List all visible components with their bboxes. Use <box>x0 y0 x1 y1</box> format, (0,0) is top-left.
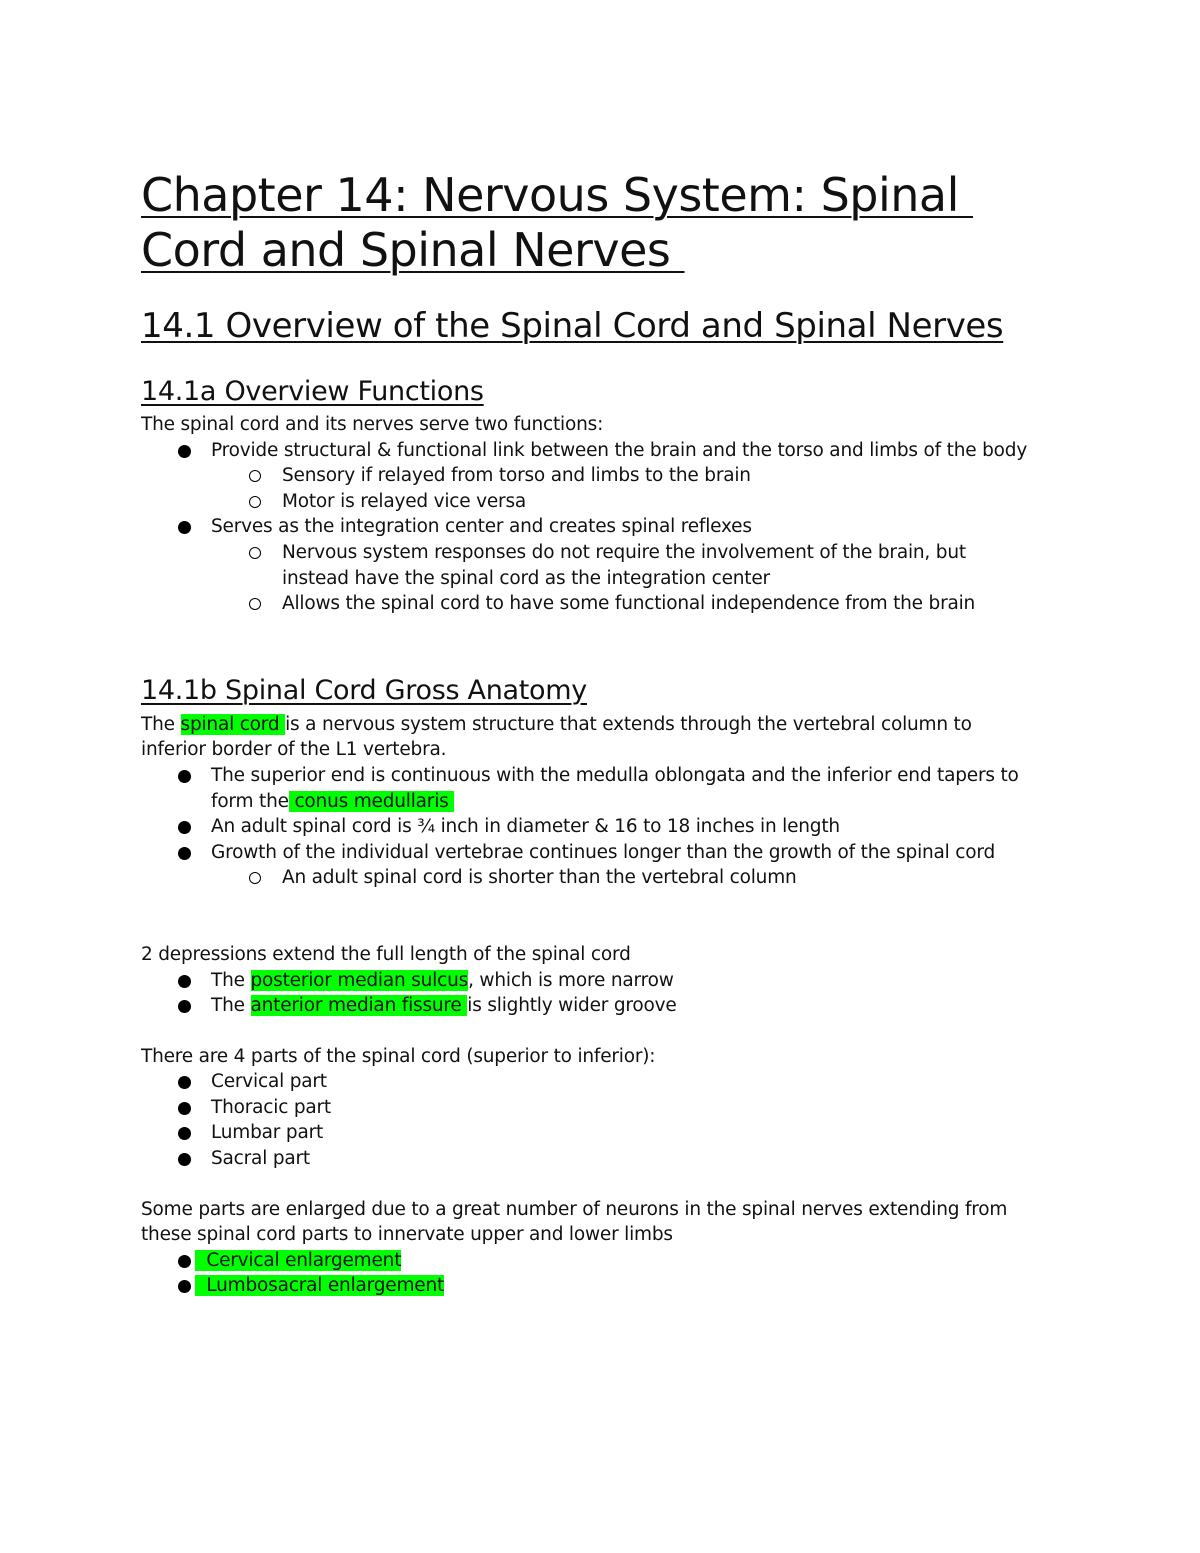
highlight-anterior-median-fissure: anterior median fissure <box>250 995 468 1017</box>
highlight-cervical-enlargement: Cervical enlargement <box>195 1249 402 1271</box>
list-item <box>141 1248 1071 1274</box>
list-item: The superior end is continuous with the medulla oblongata and the inferior end tapers to form the conus medullaris <box>141 763 1071 814</box>
highlight-lumbosacral-enlargement: Lumbosacral enlargement <box>195 1275 445 1297</box>
list-item: Allows the spinal cord to have some functional independence from the brain <box>141 591 1071 617</box>
highlight-posterior-median-sulcus: posterior median sulcus <box>250 969 469 991</box>
list-item: The posterior median sulcus, which is more narrow <box>141 968 1071 994</box>
hollow-bullet-icon <box>249 872 261 884</box>
depressions-list <box>141 968 1071 1019</box>
highlight-conus-medullaris: conus medullaris <box>288 790 455 812</box>
parts-intro: There are 4 parts of the spinal cord (superior to inferior): <box>141 1045 656 1067</box>
enlargement-list <box>141 1248 1071 1299</box>
list-item <box>141 1273 1071 1299</box>
list-item: Thoracic part <box>141 1095 1071 1121</box>
functions-list <box>141 438 1071 617</box>
list-item: Lumbar part <box>141 1120 1071 1146</box>
filled-bullet-icon <box>178 847 191 860</box>
list-item: Nervous system responses do not require the involvement of the brain, but instead have the spinal cord as the integration center <box>141 540 1071 591</box>
document-page <box>141 168 1071 1299</box>
section-heading-14-1b: 14.1b Spinal Cord Gross Anatomy <box>141 674 587 706</box>
filled-bullet-icon <box>178 821 191 834</box>
chapter-title-line2: Cord and Spinal Nerves <box>141 223 685 277</box>
list-item: An adult spinal cord is shorter than the vertebral column <box>141 865 1071 891</box>
list-item: Growth of the individual vertebrae continues longer than the growth of the spinal cord <box>141 840 1071 866</box>
list-item: The anterior median fissure is slightly wider groove <box>141 993 1071 1019</box>
highlight-spinal-cord: spinal cord <box>180 713 286 735</box>
hollow-bullet-icon <box>249 496 261 508</box>
chapter-title-line1: Chapter 14: Nervous System: Spinal <box>141 168 973 222</box>
hollow-bullet-icon <box>249 470 261 482</box>
list-item: Serves as the integration center and creates spinal reflexes <box>141 514 1071 540</box>
list-item: Provide structural & functional link between the brain and the torso and limbs of the body <box>141 438 1071 464</box>
hollow-bullet-icon <box>249 547 261 559</box>
filled-bullet-icon <box>178 1076 191 1089</box>
list-item: An adult spinal cord is ¾ inch in diameter & 16 to 18 inches in length <box>141 814 1071 840</box>
list-item: Cervical part <box>141 1069 1071 1095</box>
filled-bullet-icon <box>178 975 191 988</box>
parts-list <box>141 1069 1071 1171</box>
filled-bullet-icon <box>178 1255 191 1268</box>
filled-bullet-icon <box>178 1000 191 1013</box>
functions-intro: The spinal cord and its nerves serve two functions: <box>141 414 604 435</box>
depressions-intro: 2 depressions extend the full length of the spinal cord <box>141 943 631 965</box>
enlargement-intro: Some parts are enlarged due to a great number of neurons in the spinal nerves extending from these spinal cord parts to innervate upper and lower limbs <box>141 1198 1008 1246</box>
filled-bullet-icon <box>178 1127 191 1140</box>
filled-bullet-icon <box>178 1102 191 1115</box>
filled-bullet-icon <box>178 521 191 534</box>
filled-bullet-icon <box>178 1153 191 1166</box>
section-heading-14-1: 14.1 Overview of the Spinal Cord and Spinal Nerves <box>141 306 1004 346</box>
list-item: Motor is relayed vice versa <box>141 489 1071 515</box>
spinal-cord-intro: The spinal cord is a nervous system structure that extends through the vertebral column to inferior border of the L1 vertebra. <box>141 713 972 761</box>
chapter-title <box>141 168 1071 278</box>
filled-bullet-icon <box>178 770 191 783</box>
filled-bullet-icon <box>178 1280 191 1293</box>
hollow-bullet-icon <box>249 598 261 610</box>
list-item: Sacral part <box>141 1146 1071 1172</box>
list-item: Sensory if relayed from torso and limbs to the brain <box>141 463 1071 489</box>
anatomy-list <box>141 763 1071 891</box>
section-heading-14-1a: 14.1a Overview Functions <box>141 376 484 407</box>
filled-bullet-icon <box>178 445 191 458</box>
